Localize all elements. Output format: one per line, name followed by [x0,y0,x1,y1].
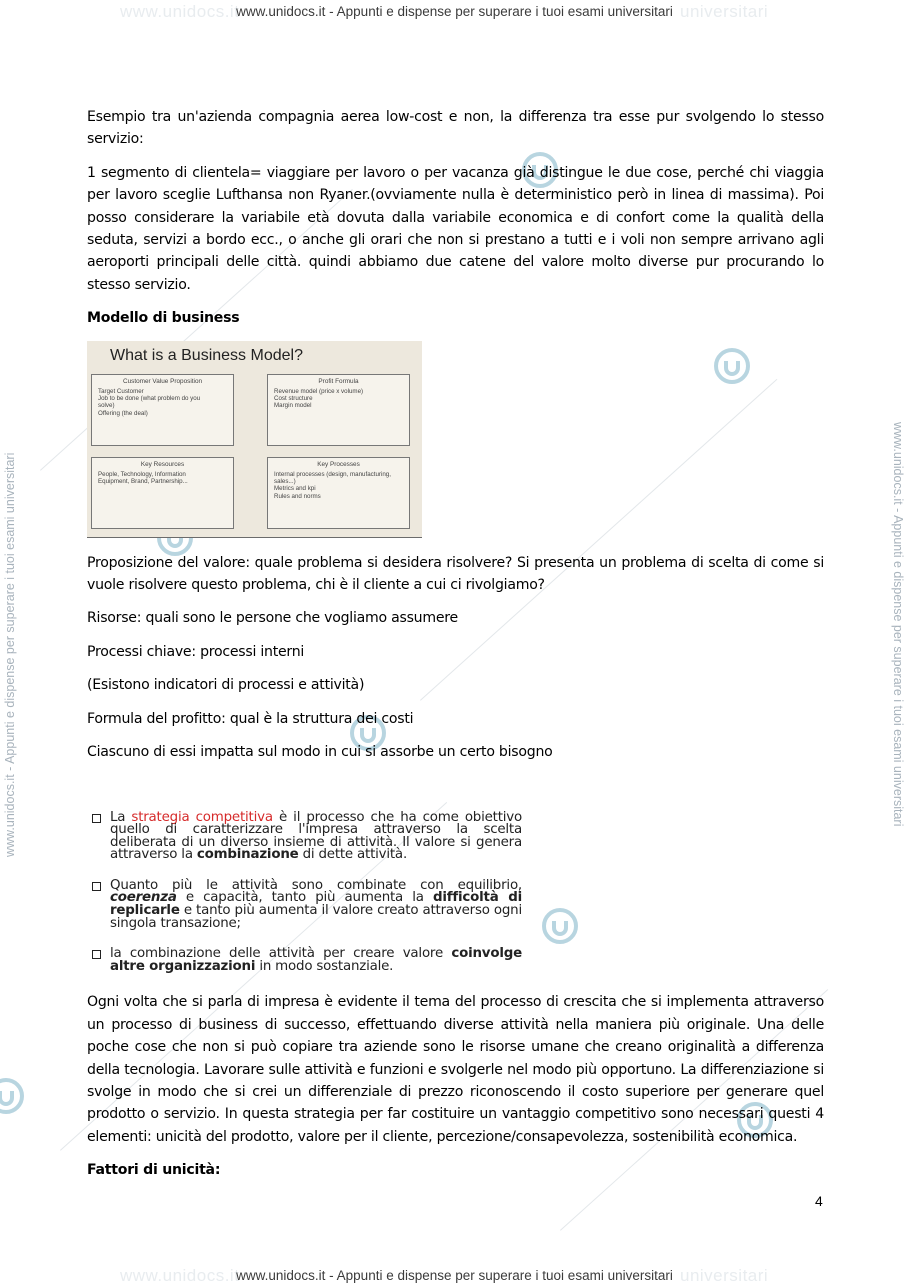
key-resources-box [91,457,234,529]
ghost-watermark-right-footer: universitari [680,1266,769,1285]
box-line: Margin model [274,402,312,410]
checkbox-bullet-icon [92,814,101,823]
heading-business-model: Modello di business [87,310,240,327]
ghost-watermark-left-footer: www.unidocs.it [120,1266,240,1285]
box-line: People, Technology, Information [98,470,186,478]
competitive-strategy-slide [92,809,523,974]
paragraph-key-processes: Processi chiave: processi interni [87,643,305,660]
business-model-title: What is a Business Model? [110,346,303,364]
bold-text: difficoltà di replicarle [110,890,522,919]
box-heading: Key Processes [317,460,360,468]
paragraph-growth-process: Ogni volta che si parla di impresa è evidente il tema del processo di crescita che si implementa attraverso un processo di business di successo, effettuando diverse attività nella maniera più originale. Una delle poche cose che non si può copiare tra aziende sono le risorse umane che creano originalità a differenza della tecnologia. Lavorare sulle attività e funzioni e svolgerle nel modo più opportuno. La differenziazione si svolge in modo che si crei un differenziale di prezzo riconoscendo il costo superiore per generare quel prodotto o servizio. In questa strategia per far costituire un vantaggio competitivo sono necessari questi 4 elementi: unicità del prodotto, valore per il cliente, percezione/consapevolezza, sostenibilità economica. [87,994,824,1145]
bold-italic-text: coerenza [110,890,177,906]
checkbox-bullet-icon [92,882,101,891]
unidocs-logo-icon [0,1076,26,1116]
box-line: Rules and norms [274,492,321,500]
bullet-text: in modo sostanziale. [255,958,394,974]
ghost-watermark-left: www.unidocs.it [120,2,240,21]
box-line: Revenue model (price x volume) [274,387,364,395]
business-model-figure [87,341,422,538]
bullet-text: Quanto più le attività sono combinate con equilibrio, [110,877,522,893]
slide-bullet [92,809,523,863]
box-line: Equipment, Brand, Partnership... [98,478,188,486]
customer-value-proposition-box [91,374,234,446]
side-watermark-left: www.unidocs.it - Appunti e dispense per superare i tuoi esami universitari [3,452,17,857]
profit-formula-box [267,374,410,446]
bullet-text: la combinazione delle attività per creare valore [110,946,452,962]
bullet-text: di dette attività. [298,847,407,863]
box-line: Cost structure [274,395,313,403]
box-heading: Key Resources [140,460,185,468]
paragraph-customer-segment: 1 segmento di clientela= viaggiare per lavoro o per vacanza già distingue le due cose, perché chi viaggia per lavoro sceglie Lufthansa non Ryaner.(ovviamente nulla è deterministico però in linea di massima). Poi posso considerare la variabile età dovuta dalla variabile economica e di confort come la qualità della seduta, servizi a bordo ecc., o anche gli orari che non si prestano a tutti e i voli non sempre arrivano agli aeroporti principali delle città. quindi abbiamo due catene del valore molto diverse pur procurando lo stesso servizio. [87,164,824,293]
footer-watermark: www.unidocs.it - Appunti e dispense per superare i tuoi esami universitari [236,1268,673,1283]
paragraph-each-impacts: Ciascuno di essi impatta sul modo in cui si assorbe un certo bisogno [87,744,553,761]
paragraph-indicators: (Esistono indicatori di processi e attività) [87,677,365,694]
slide-bullet [92,877,522,931]
highlight-text: strategia competitiva [131,809,273,825]
checkbox-bullet-icon [92,950,101,959]
bold-text: coinvolge altre organizzazioni [110,946,522,974]
paragraph-profit-formula: Formula del profitto: qual è la struttura dei costi [87,710,414,727]
bullet-text: e tanto più aumenta il valore creato attraverso ogni singola transazione; [110,903,522,931]
box-line: Target Customer [98,387,144,395]
bullet-text: è il processo che ha come obiettivo quello di caratterizzare l'impresa attraverso la scelta deliberata di un diverso insieme di attività. Il valore si genera attraverso la [110,809,523,863]
page-number: 4 [815,1193,823,1209]
key-processes-box [267,457,410,529]
slide-bullet [92,948,522,973]
box-line: solve) [98,402,115,410]
bullet-text: e capacità, tanto più aumenta la [176,890,434,906]
bold-text: combinazione [196,847,299,863]
ghost-watermark-right: universitari [680,2,769,21]
box-line: Offering (the deal) [98,409,148,417]
paragraph-value-proposition: Proposizione del valore: quale problema si desidera risolvere? Si presenta un problema di scelta di come si vuole risolvere questo problema, chi è il cliente a cui ci rivolgiamo? [87,554,824,594]
box-line: Job to be done (what problem do you [98,395,201,403]
box-line: Metrics and kpi [274,485,316,493]
side-watermark-right: www.unidocs.it - Appunti e dispense per superare i tuoi esami universitari [891,422,905,827]
box-heading: Customer Value Proposition [122,377,203,385]
bullet-text: La [110,809,132,825]
document-body [87,106,824,1193]
box-line: Internal processes (design, manufacturing, [274,470,391,478]
heading-uniqueness-factors: Fattori di unicità: [87,1162,221,1179]
paragraph-low-cost-example: Esempio tra un'azienda compagnia aerea low-cost e non, la differenza tra esse pur svolgendo lo stesso servizio: [87,109,824,148]
paragraph-resources: Risorse: quali sono le persone che vogliamo assumere [87,610,458,627]
header-watermark: www.unidocs.it - Appunti e dispense per superare i tuoi esami universitari [236,4,673,19]
box-line: sales...) [274,478,296,486]
box-heading: Profit Formula [318,377,359,385]
